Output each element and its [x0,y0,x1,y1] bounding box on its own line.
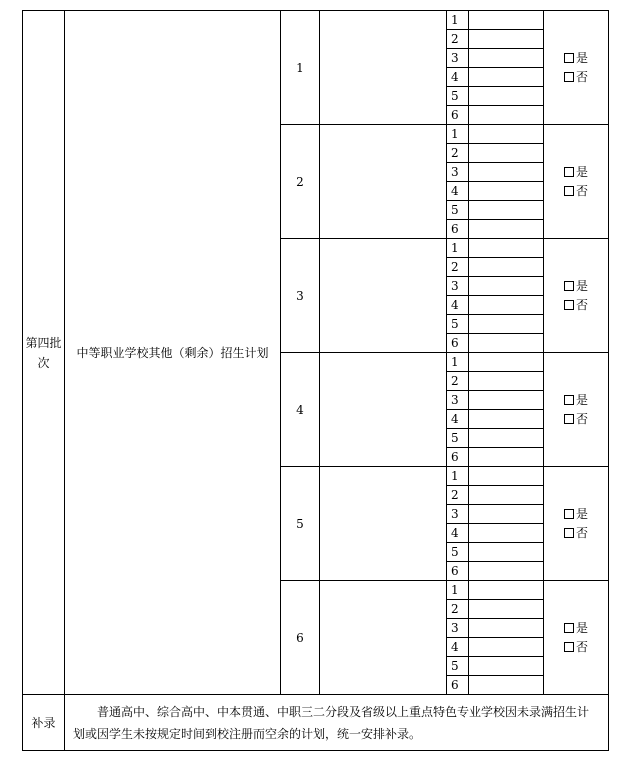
choice-number-text: 4 [451,298,459,312]
choice-number [447,68,469,87]
choice-entry-cell[interactable] [469,448,544,467]
plan-label: 中等职业学校其他（剩余）招生计划 [76,345,269,360]
choice-number [447,448,469,467]
batch-cell [23,11,65,695]
option-no-label: 否 [575,297,588,312]
choice-entry-cell[interactable] [469,220,544,239]
choice-number-text: 5 [451,431,459,445]
choice-number [447,391,469,410]
yes-no-cell [544,467,609,581]
yes-no-cell [544,353,609,467]
choice-number [447,182,469,201]
yes-no-cell [544,581,609,695]
checkbox-yes[interactable] [564,509,574,519]
option-yes[interactable] [544,391,608,410]
choice-number-text: 6 [451,564,459,578]
choice-number [447,638,469,657]
choice-number-text: 5 [451,317,459,331]
supplement-text: 普通高中、综合高中、中本贯通、中职三二分段及省级以上重点特色专业学校因未录满招生计划或因学生未按规定时间到校注册而空余的计划，统一安排补录。 [73,704,590,741]
choice-entry-cell[interactable] [469,11,544,30]
choice-number-text: 6 [451,450,459,464]
choice-number [447,315,469,334]
choice-entry-cell[interactable] [469,638,544,657]
choice-number [447,657,469,676]
checkbox-yes[interactable] [564,53,574,63]
choice-entry-cell[interactable] [469,277,544,296]
choice-number [447,144,469,163]
choice-number-text: 2 [451,488,459,502]
choice-number-text: 1 [451,583,459,597]
choice-entry-cell[interactable] [469,429,544,448]
row-number [281,581,320,695]
choice-number-text: 2 [451,32,459,46]
choice-number [447,296,469,315]
checkbox-yes[interactable] [564,281,574,291]
option-yes-label: 是 [575,50,588,65]
checkbox-no[interactable] [564,528,574,538]
choice-number-text: 1 [451,469,459,483]
choice-number [447,239,469,258]
row-number [281,353,320,467]
choice-number-text: 5 [451,545,459,559]
choice-entry-cell[interactable] [469,410,544,429]
choice-number-text: 3 [451,507,459,521]
choice-number-text: 2 [451,260,459,274]
option-yes-label: 是 [575,164,588,179]
choice-entry-cell[interactable] [469,258,544,277]
option-no-label: 否 [575,411,588,426]
enrollment-table [22,10,609,751]
choice-entry-cell[interactable] [469,657,544,676]
checkbox-yes[interactable] [564,167,574,177]
choice-number [447,600,469,619]
supplement-row [23,695,609,751]
choice-number-text: 1 [451,127,459,141]
school-entry-cell[interactable] [320,11,447,125]
choice-number [447,372,469,391]
row-number-text: 2 [296,174,304,189]
school-entry-cell[interactable] [320,353,447,467]
choice-entry-cell[interactable] [469,30,544,49]
choice-number-text: 3 [451,393,459,407]
choice-number-text: 4 [451,526,459,540]
choice-entry-cell[interactable] [469,486,544,505]
choice-number-text: 3 [451,621,459,635]
option-yes-label: 是 [575,278,588,293]
choice-number [447,49,469,68]
checkbox-no[interactable] [564,300,574,310]
choice-entry-cell[interactable] [469,163,544,182]
choice-number-text: 1 [451,13,459,27]
choice-number-text: 4 [451,70,459,84]
choice-entry-cell[interactable] [469,372,544,391]
option-no[interactable] [544,68,608,87]
choice-number [447,30,469,49]
school-entry-cell[interactable] [320,467,447,581]
choice-entry-cell[interactable] [469,353,544,372]
choice-entry-cell[interactable] [469,619,544,638]
enrollment-form [22,10,608,763]
option-yes-label: 是 [575,506,588,521]
checkbox-no[interactable] [564,642,574,652]
row-number [281,239,320,353]
choice-number-text: 1 [451,355,459,369]
choice-number-text: 4 [451,412,459,426]
option-yes-label: 是 [575,392,588,407]
option-yes[interactable] [544,49,608,68]
choice-entry-cell[interactable] [469,296,544,315]
choice-entry-cell[interactable] [469,125,544,144]
plan-cell [65,11,281,695]
choice-number [447,486,469,505]
choice-entry-cell[interactable] [469,106,544,125]
choice-number [447,410,469,429]
choice-number [447,619,469,638]
row-number [281,467,320,581]
option-no[interactable] [544,182,608,201]
choice-number-text: 2 [451,602,459,616]
choice-number [447,106,469,125]
choice-number-text: 6 [451,222,459,236]
choice-number-text: 1 [451,241,459,255]
choice-entry-cell[interactable] [469,467,544,486]
choice-number [447,87,469,106]
choice-entry-cell[interactable] [469,87,544,106]
choice-number [447,524,469,543]
choice-number-text: 2 [451,374,459,388]
choice-number [447,429,469,448]
choice-entry-cell[interactable] [469,505,544,524]
choice-entry-cell[interactable] [469,182,544,201]
checkbox-yes[interactable] [564,395,574,405]
choice-number [447,11,469,30]
school-entry-cell[interactable] [320,581,447,695]
yes-no-cell [544,11,609,125]
option-no-label: 否 [575,183,588,198]
choice-entry-cell[interactable] [469,600,544,619]
choice-number-text: 4 [451,640,459,654]
choice-entry-cell[interactable] [469,68,544,87]
yes-no-cell [544,125,609,239]
choice-entry-cell[interactable] [469,391,544,410]
choice-number-text: 3 [451,165,459,179]
option-no[interactable] [544,638,608,657]
option-yes[interactable] [544,505,608,524]
choice-number-text: 3 [451,279,459,293]
batch-label: 第四批次 [25,335,62,370]
yes-no-cell [544,239,609,353]
row-number-text: 5 [296,516,304,531]
choice-number [447,277,469,296]
school-entry-cell[interactable] [320,125,447,239]
choice-number [447,125,469,144]
choice-entry-cell[interactable] [469,524,544,543]
choice-number [447,163,469,182]
supplement-note-cell [65,695,609,751]
school-entry-cell[interactable] [320,239,447,353]
choice-number-text: 5 [451,203,459,217]
option-no[interactable] [544,524,608,543]
choice-number [447,353,469,372]
choice-number-text: 4 [451,184,459,198]
option-no-label: 否 [575,525,588,540]
choice-number [447,543,469,562]
choice-number-text: 6 [451,336,459,350]
choice-number-text: 6 [451,678,459,692]
row-number-text: 6 [296,630,304,645]
choice-entry-cell[interactable] [469,49,544,68]
choice-entry-cell[interactable] [469,581,544,600]
option-yes-label: 是 [575,620,588,635]
choice-number-text: 2 [451,146,459,160]
option-no-label: 否 [575,69,588,84]
row-number-text: 4 [296,402,304,417]
choice-number-text: 5 [451,89,459,103]
option-yes[interactable] [544,163,608,182]
row-number [281,11,320,125]
choice-entry-cell[interactable] [469,201,544,220]
checkbox-no[interactable] [564,186,574,196]
option-no[interactable] [544,410,608,429]
table-row [23,11,609,30]
choice-entry-cell[interactable] [469,239,544,258]
choice-entry-cell[interactable] [469,543,544,562]
choice-number [447,676,469,695]
choice-number [447,334,469,353]
choice-number [447,562,469,581]
row-number-text: 1 [296,60,304,75]
option-yes[interactable] [544,277,608,296]
choice-number [447,467,469,486]
supplement-label: 补录 [31,716,56,730]
choice-entry-cell[interactable] [469,562,544,581]
choice-number-text: 6 [451,108,459,122]
choice-number [447,505,469,524]
choice-number [447,220,469,239]
choice-entry-cell[interactable] [469,315,544,334]
choice-number-text: 5 [451,659,459,673]
choice-number [447,258,469,277]
option-no[interactable] [544,296,608,315]
choice-entry-cell[interactable] [469,144,544,163]
choice-number [447,581,469,600]
checkbox-yes[interactable] [564,623,574,633]
supplement-label-cell [23,695,65,751]
checkbox-no[interactable] [564,72,574,82]
choice-number [447,201,469,220]
checkbox-no[interactable] [564,414,574,424]
option-no-label: 否 [575,639,588,654]
choice-entry-cell[interactable] [469,334,544,353]
option-yes[interactable] [544,619,608,638]
row-number [281,125,320,239]
choice-entry-cell[interactable] [469,676,544,695]
row-number-text: 3 [296,288,304,303]
choice-number-text: 3 [451,51,459,65]
